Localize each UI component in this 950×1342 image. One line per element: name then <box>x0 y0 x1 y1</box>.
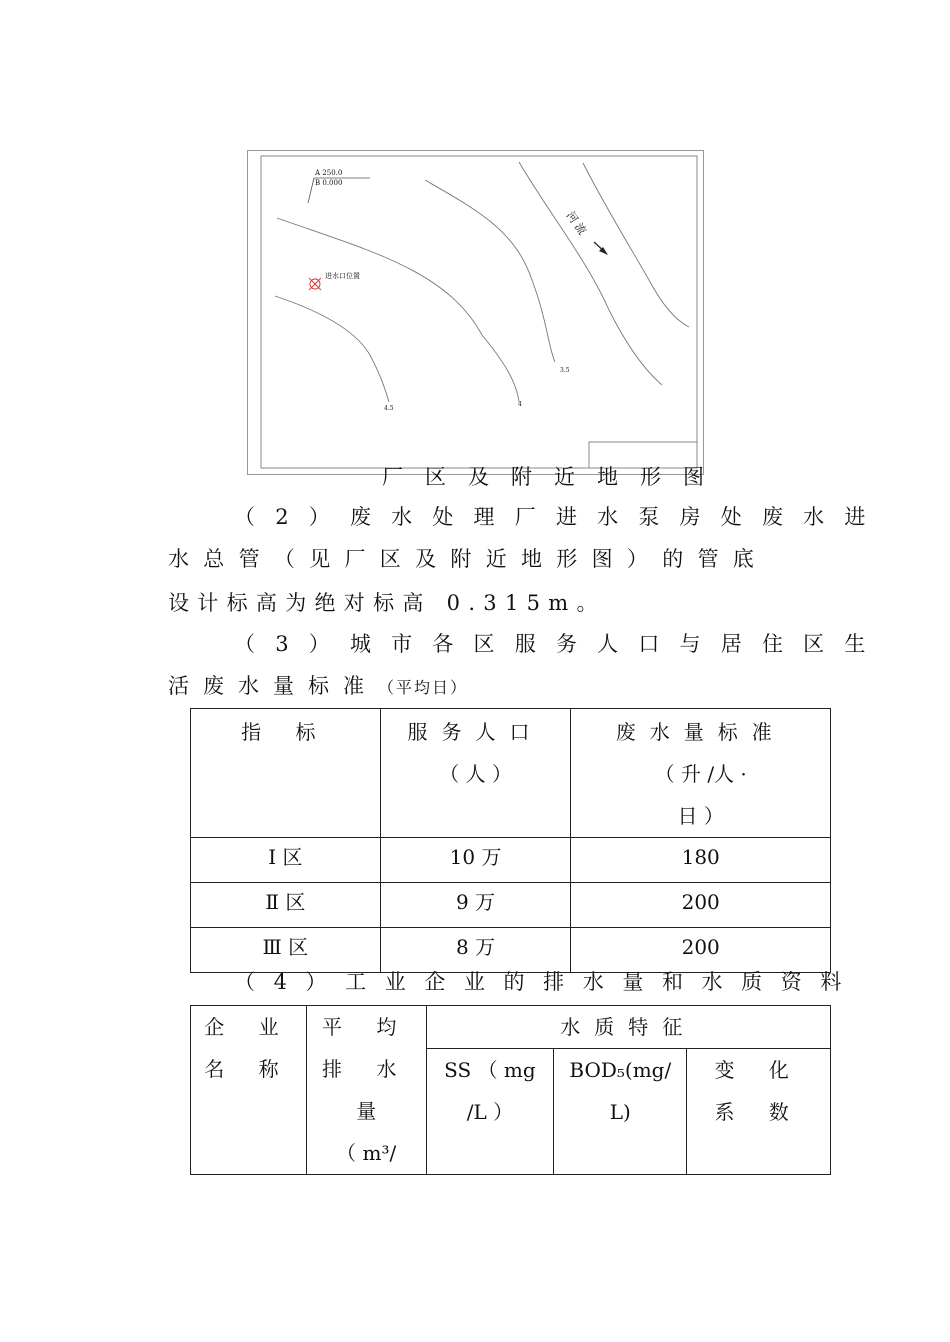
para3-line2-main: 活废水量标准 <box>168 674 378 698</box>
para2-line1: （2）废水处理厂进水泵房处废水进 <box>234 505 886 529</box>
para4: （4）工业企业的排水量和水质资料 <box>234 970 860 994</box>
contour-label-3-5: 3.5 <box>560 367 570 374</box>
header-indicator: 指 标 <box>191 709 381 838</box>
population-table <box>190 708 831 973</box>
population-cell: 10 万 <box>380 838 571 883</box>
para2-line3: 设计标高为绝对标高 0.315m。 <box>168 591 606 615</box>
header-population: 服务人口 （ 人 ） <box>380 709 571 838</box>
header-standard: 废水量标准 （ 升 /人 · 日 ） <box>571 709 831 838</box>
para3-line1: （3）城市各区服务人口与居住区生 <box>234 632 886 656</box>
header-water-quality: 水质特征 <box>426 1006 830 1049</box>
river-arrow-icon <box>594 242 608 255</box>
para2-line2: 水总管（见厂区及附近地形图）的管底 <box>168 547 769 571</box>
zone-cell: Ⅰ 区 <box>191 838 381 883</box>
para3-line2 <box>168 670 468 700</box>
header-ss: SS （ mg /L ） <box>426 1049 554 1175</box>
map-caption: 厂区及附近地形图 <box>382 465 726 489</box>
standard-cell: 200 <box>571 883 831 928</box>
table-header-row <box>191 709 831 838</box>
standard-cell: 180 <box>571 838 831 883</box>
river-label: 河流 <box>563 209 591 240</box>
standard-cell: 200 <box>571 928 831 973</box>
zone-cell: Ⅱ 区 <box>191 883 381 928</box>
para3-line2-small: （平均日） <box>378 678 469 697</box>
population-cell: 9 万 <box>380 883 571 928</box>
contour-label-4-5: 4.5 <box>384 405 394 412</box>
header-variation: 变 化 系 数 <box>687 1049 831 1175</box>
population-cell: 8 万 <box>380 928 571 973</box>
intake-marker-icon <box>309 278 321 290</box>
intake-label: 进水口位置 <box>325 272 360 280</box>
table-row <box>191 838 831 883</box>
map-label-a: A 250.0 <box>315 169 343 177</box>
terrain-map <box>247 150 705 476</box>
industry-table <box>190 1005 831 1175</box>
map-label-b: B 0.000 <box>315 179 343 187</box>
header-discharge: 平 均 排 水 量 （ m³/ <box>306 1006 426 1175</box>
table-row <box>191 883 831 928</box>
terrain-map-drawing <box>247 150 705 476</box>
header-company: 企 业 名 称 <box>191 1006 307 1175</box>
header-bod: BOD₅(mg/ L) <box>554 1049 687 1175</box>
zone-cell: Ⅲ 区 <box>191 928 381 973</box>
contour-label-4: 4 <box>518 401 522 408</box>
